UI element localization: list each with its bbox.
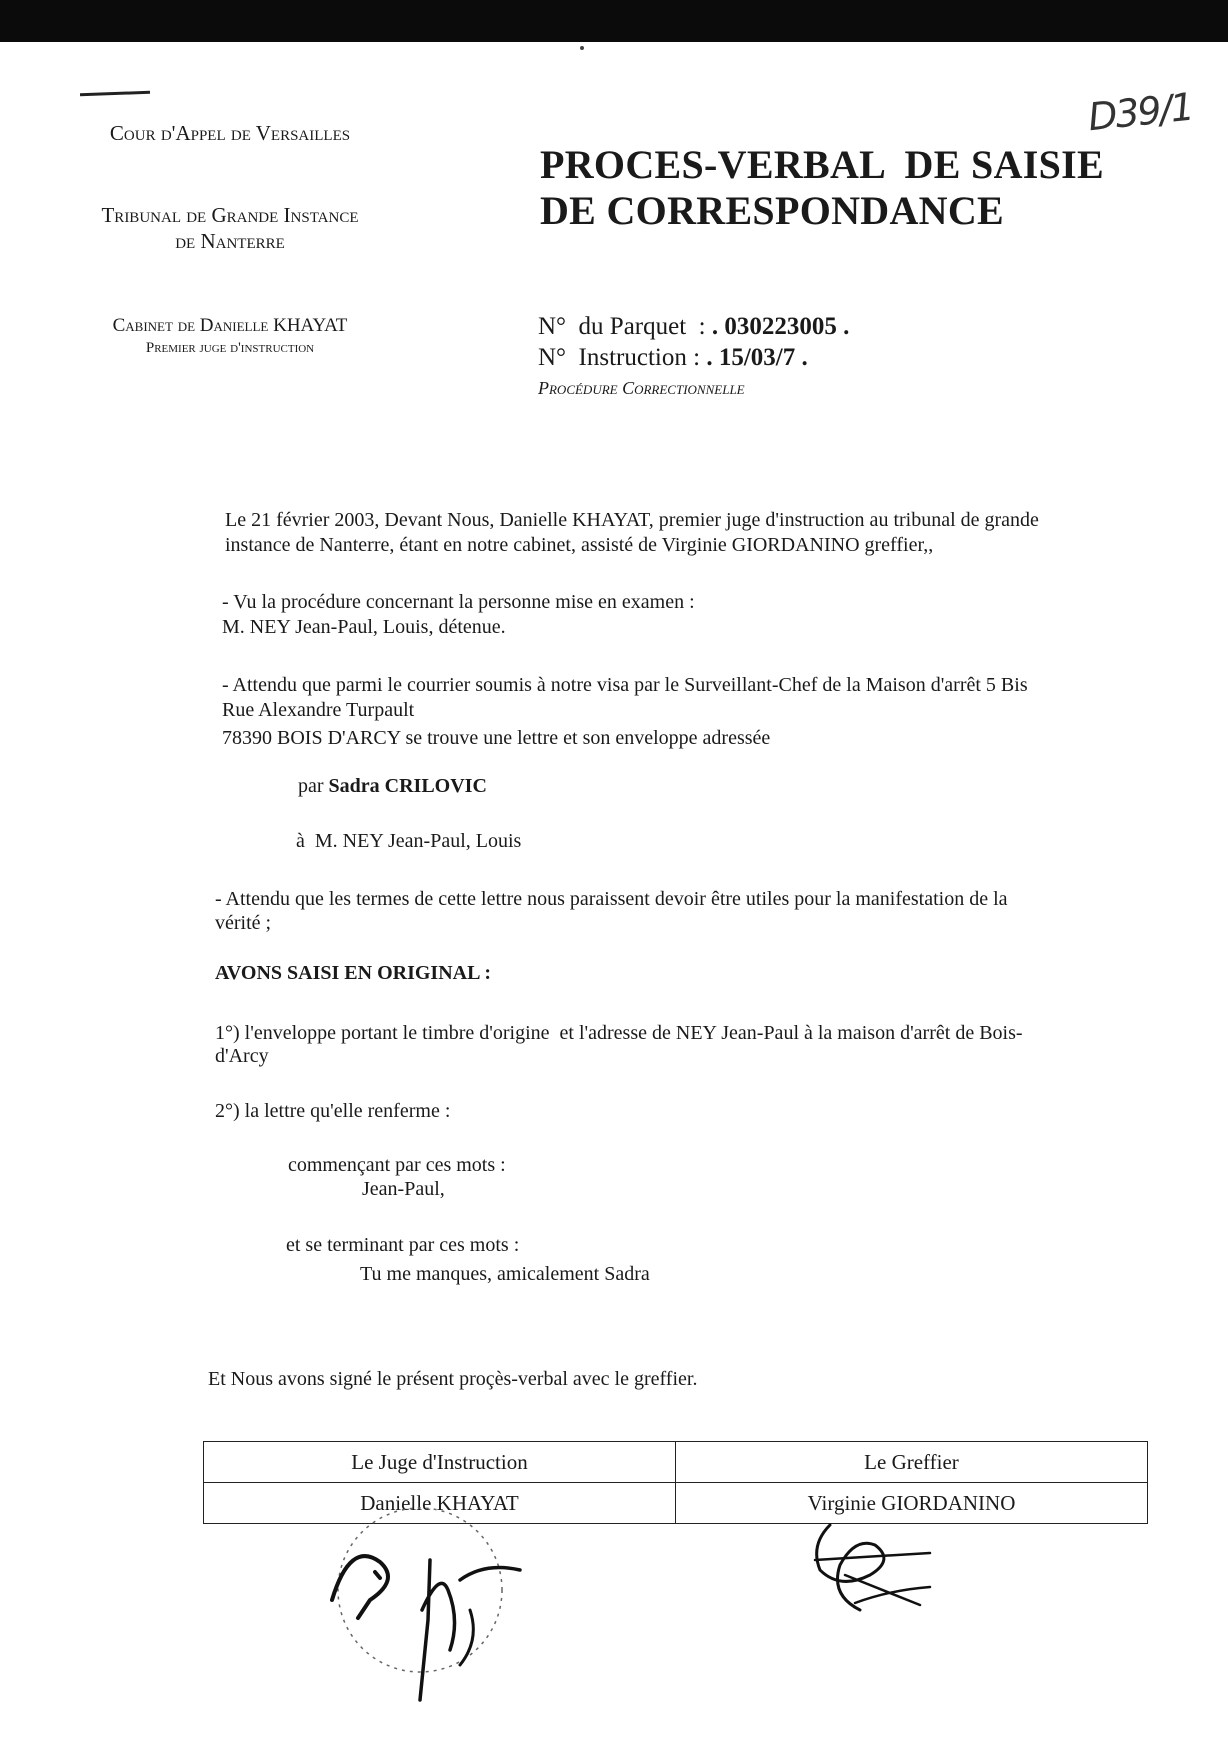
sender-name: Sadra CRILOVIC — [328, 775, 487, 797]
intro-line2: instance de Nanterre, étant en notre cabinet, assisté de Virginie GIORDANINO greffier,, — [225, 534, 934, 556]
scan-top-border — [0, 0, 1228, 42]
item1-line1: 1°) l'enveloppe portant le timbre d'origine et l'adresse de NEY Jean-Paul à la maison d'arrêt de Bois- — [215, 1022, 1023, 1044]
clerk-title: Le Greffier — [864, 1449, 959, 1474]
vu-line1: - Vu la procédure concernant la personne mise en examen : — [222, 591, 695, 613]
court-appeal: Cour d'Appel de Versailles — [109, 121, 351, 145]
judge-title-cell — [204, 1442, 676, 1483]
parquet-value: . 030223005 . — [711, 313, 850, 340]
vu-line2: M. NEY Jean-Paul, Louis, détenue. — [222, 616, 506, 638]
cabinet-line2: Premier juge d'instruction — [145, 340, 315, 356]
instruction-label: N° Instruction : — [538, 344, 701, 371]
cabinet-block — [40, 314, 420, 358]
terminant-label: et se terminant par ces mots : — [286, 1234, 520, 1256]
attendu1-line1: - Attendu que parmi le courrier soumis à notre visa par le Surveillant-Chef de la Maison d'arrêt 5 Bis — [222, 674, 1028, 696]
tribunal-line1: Tribunal de Grande Instance — [101, 203, 359, 227]
tribunal-line2: de Nanterre — [175, 229, 285, 253]
commencant-words: Jean-Paul, — [362, 1178, 445, 1200]
header-dash — [80, 91, 150, 96]
recipient-line: à M. NEY Jean-Paul, Louis — [296, 830, 522, 852]
judge-name: Danielle KHAYAT — [360, 1490, 519, 1515]
attendu1-line2: Rue Alexandre Turpault — [222, 699, 415, 721]
clerk-title-cell — [676, 1442, 1148, 1483]
seizure-heading: AVONS SAISI EN ORIGINAL : — [215, 962, 491, 984]
title-line2: DE CORRESPONDANCE — [540, 188, 1005, 233]
intro-line1: Le 21 février 2003, Devant Nous, Danielle KHAYAT, premier juge d'instruction au tribunal de grande — [225, 509, 1039, 531]
item2: 2°) la lettre qu'elle renferme : — [215, 1100, 451, 1122]
clerk-signature — [800, 1515, 960, 1625]
document-title — [540, 142, 1104, 234]
item1-line2: d'Arcy — [215, 1045, 269, 1067]
instruction-ref — [538, 344, 808, 372]
scan-speck — [580, 46, 584, 50]
sender-line — [298, 774, 487, 798]
page-mark: D39/1 — [1085, 84, 1195, 140]
judge-signature-stamp — [310, 1500, 550, 1740]
procedure-type: Procédure Correctionnelle — [538, 378, 745, 398]
attendu2-line1: - Attendu que les termes de cette lettre nous paraissent devoir être utiles pour la manifestation de la — [215, 888, 1008, 910]
judge-signature-stroke-2 — [420, 1560, 520, 1700]
commencant-label: commençant par ces mots : — [288, 1154, 506, 1176]
par-label: par — [298, 775, 324, 797]
parquet-ref — [538, 313, 849, 341]
instruction-value: . 15/03/7 . — [706, 344, 808, 371]
court-seal-icon — [338, 1508, 502, 1672]
closing-line: Et Nous avons signé le présent proçès-verbal avec le greffier. — [208, 1368, 698, 1390]
judge-title: Le Juge d'Instruction — [351, 1449, 528, 1474]
cabinet-line1: Cabinet de Danielle KHAYAT — [112, 315, 348, 336]
judge-signature-stroke-1 — [332, 1556, 388, 1618]
title-line1: PROCES-VERBAL DE SAISIE — [540, 142, 1105, 187]
attendu1-line3: 78390 BOIS D'ARCY se trouve une lettre et son enveloppe adressée — [222, 727, 771, 749]
attendu2-line2: vérité ; — [215, 912, 272, 934]
judge-signature-stroke-3 — [460, 1610, 473, 1665]
parquet-label: N° du Parquet : — [538, 313, 706, 340]
tribunal-name — [40, 202, 420, 254]
terminant-words: Tu me manques, amicalement Sadra — [360, 1263, 650, 1285]
clerk-name: Virginie GIORDANINO — [807, 1490, 1016, 1515]
